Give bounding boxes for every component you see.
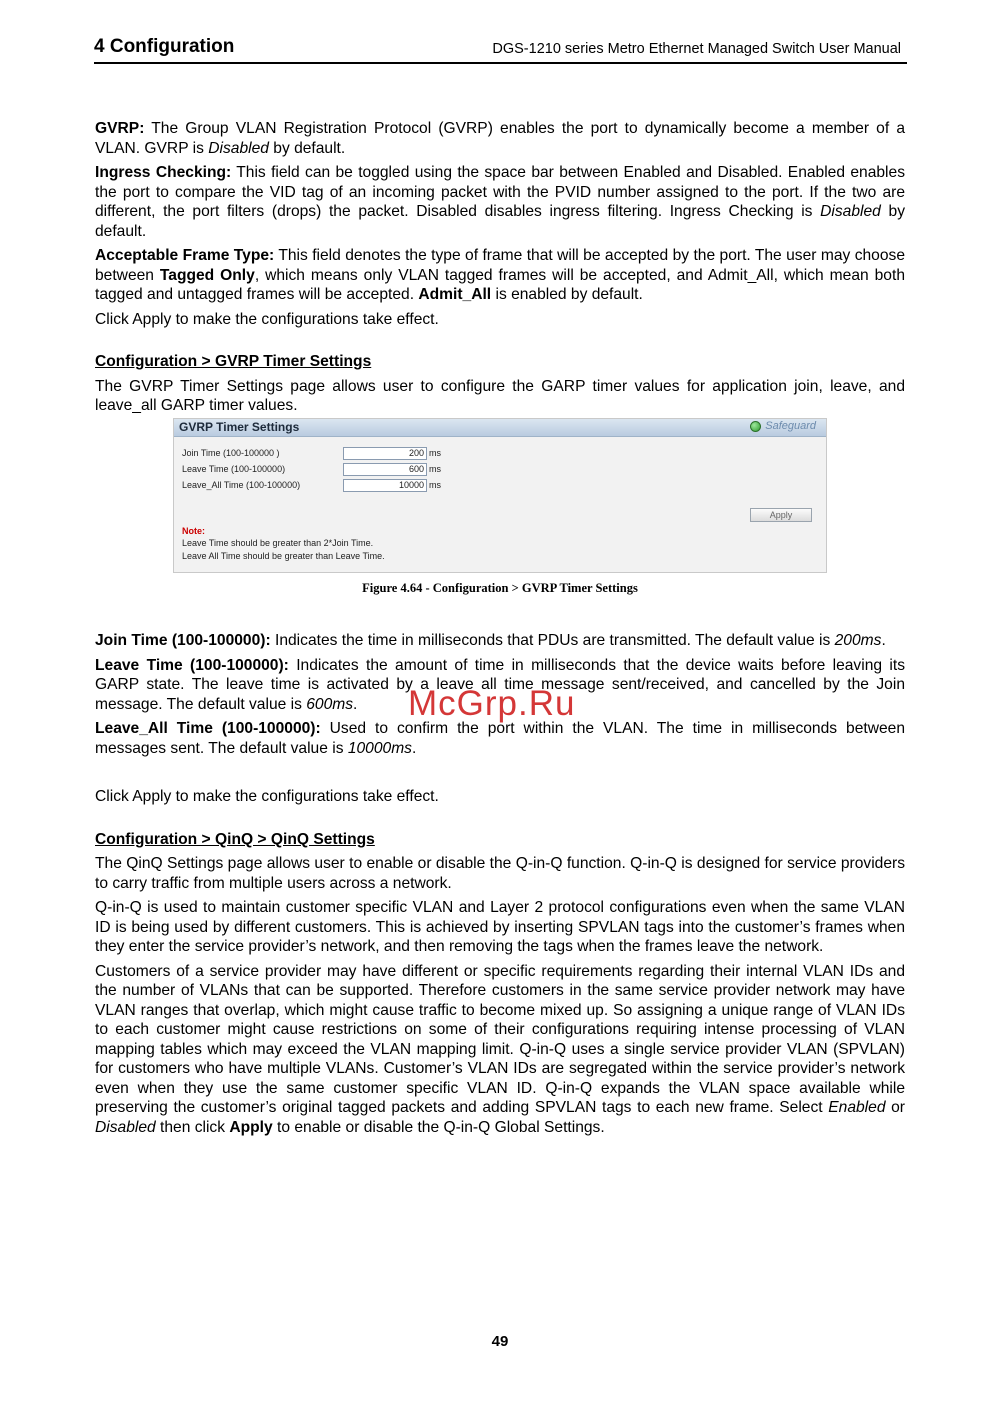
page-content — [95, 119, 905, 1142]
panel-title-bar — [174, 419, 826, 437]
safeguard-status-icon — [750, 421, 761, 432]
paragraph-qinq-purpose: Q-in-Q is used to maintain customer specific VLAN and Layer 2 protocol configurations even when the same VLAN ID is being used by different customers. This is achieved by inserting SPVLAN tags into the customer’s frames when they enter the service provider’s network, and then removing the tags when the frames leave the network. — [95, 899, 905, 955]
chapter-title: 4 Configuration — [94, 36, 235, 57]
figure-caption: Figure 4.64 - Configuration > GVRP Timer Settings — [362, 580, 638, 595]
leave-all-time-unit: ms — [429, 479, 441, 490]
page-number: 49 — [491, 1333, 509, 1350]
panel-title: GVRP Timer Settings — [179, 419, 300, 434]
paragraph-qinq-details: Customers of a service provider may have different or specific requirements regarding their internal VLAN IDs and the number of VLANs that can be supported. Therefore customers in the same service provider network may have VLAN ranges that overlap, which might cause traffic to become mixed up. So assigning a unique range of VLAN IDs to each customer might cause restrictions on some of their configurations requiring intense processing of VLAN mapping tables which may exceed the VLAN mapping limit. Q-in-Q uses a single service provider VLAN (SPVLAN) for customers who have multiple VLANs. Customer’s VLAN IDs are segregated within the service provider’s network even when they use the same customer specific VLAN ID. Q-in-Q expands the VLAN space available while preserving the customer’s original tagged packets and adding SPVLAN tags to each new frame. Select Enabled or Disabled then click Apply to enable or disable the Q-in-Q Global Settings. — [95, 962, 906, 1136]
leave-all-time-label: Leave_All Time (100-100000) — [182, 479, 301, 490]
note-line: Leave All Time should be greater than Leave Time. — [182, 550, 385, 561]
paragraph-join-time: Join Time (100-100000): Indicates the time in milliseconds that PDUs are transmitted. The default value is 200ms. — [95, 632, 886, 649]
leave-time-label: Leave Time (100-100000) — [182, 463, 286, 474]
paragraph-gvrp: GVRP: The Group VLAN Registration Protocol (GVRP) enables the port to dynamically become a member of a VLAN. GVRP is Disabled by default. — [95, 120, 905, 157]
leave-all-time-row — [182, 479, 441, 492]
gvrp-timer-screenshot — [173, 418, 827, 573]
note-label: Note: — [182, 525, 205, 536]
paragraph-ingress-checking: Ingress Checking: This field can be toggled using the space bar between Enabled and Disabled. Enabled enables the port to compare the VID tag of an incoming packet with the PVID number assigned to the port. If the two are different, the port filters (drops) the packet. Disabled disables ingress filtering. Ingress Checking is Disabled by default. — [95, 164, 905, 240]
paragraph-gvrp-timer-intro: The GVRP Timer Settings page allows user to configure the GARP timer values for application join, leave, and leave_all GARP timer values. — [95, 377, 905, 414]
paragraph-leave-all-time: Leave_All Time (100-100000): Used to confirm the port within the VLAN. The time in milliseconds between messages sent. The default value is 10000ms. — [95, 720, 905, 757]
watermark: McGrp.Ru — [408, 684, 576, 723]
join-time-unit: ms — [429, 447, 441, 458]
paragraph-apply-1: Click Apply to make the configurations take effect. — [95, 310, 439, 328]
join-time-label: Join Time (100-100000 ) — [182, 447, 280, 458]
paragraph-leave-time: Leave Time (100-100000): Indicates the amount of time in milliseconds that the device waits before leaving its GARP state. The leave time is activated by a leave all time message sent/received, and cancelled by the Join message. The default value is 600ms. — [95, 656, 905, 713]
paragraph-qinq-intro: The QinQ Settings page allows user to enable or disable the Q-in-Q function. Q-in-Q is designed for service providers to carry traffic from multiple users across a network. — [95, 855, 905, 892]
section-heading-qinq: Configuration > QinQ > QinQ Settings — [95, 830, 375, 848]
paragraph-apply-2: Click Apply to make the configurations take effect. — [95, 788, 439, 805]
leave-time-input[interactable]: 600 — [343, 463, 427, 476]
leave-time-row — [182, 463, 441, 476]
paragraph-acceptable-frame-type: Acceptable Frame Type: This field denotes the type of frame that will be accepted by the port. The user may choose between Tagged Only, which means only VLAN tagged frames will be accepted, and Admit_All, which mean both tagged and untagged frames will be accepted. Admit_All is enabled by default. — [95, 247, 905, 303]
safeguard-label: Safeguard — [765, 419, 816, 432]
join-time-input[interactable]: 200 — [343, 447, 427, 460]
join-time-row — [182, 447, 441, 460]
safeguard-indicator — [750, 421, 816, 432]
section-heading-gvrp-timer: Configuration > GVRP Timer Settings — [95, 353, 372, 370]
leave-all-time-input[interactable]: 10000 — [343, 479, 427, 492]
leave-time-unit: ms — [429, 463, 441, 474]
note-line: Leave Time should be greater than 2*Join Time. — [182, 537, 374, 548]
apply-button[interactable]: Apply — [750, 508, 812, 522]
page-header — [94, 34, 907, 64]
manual-title: DGS-1210 series Metro Ethernet Managed Switch User Manual — [492, 41, 901, 57]
